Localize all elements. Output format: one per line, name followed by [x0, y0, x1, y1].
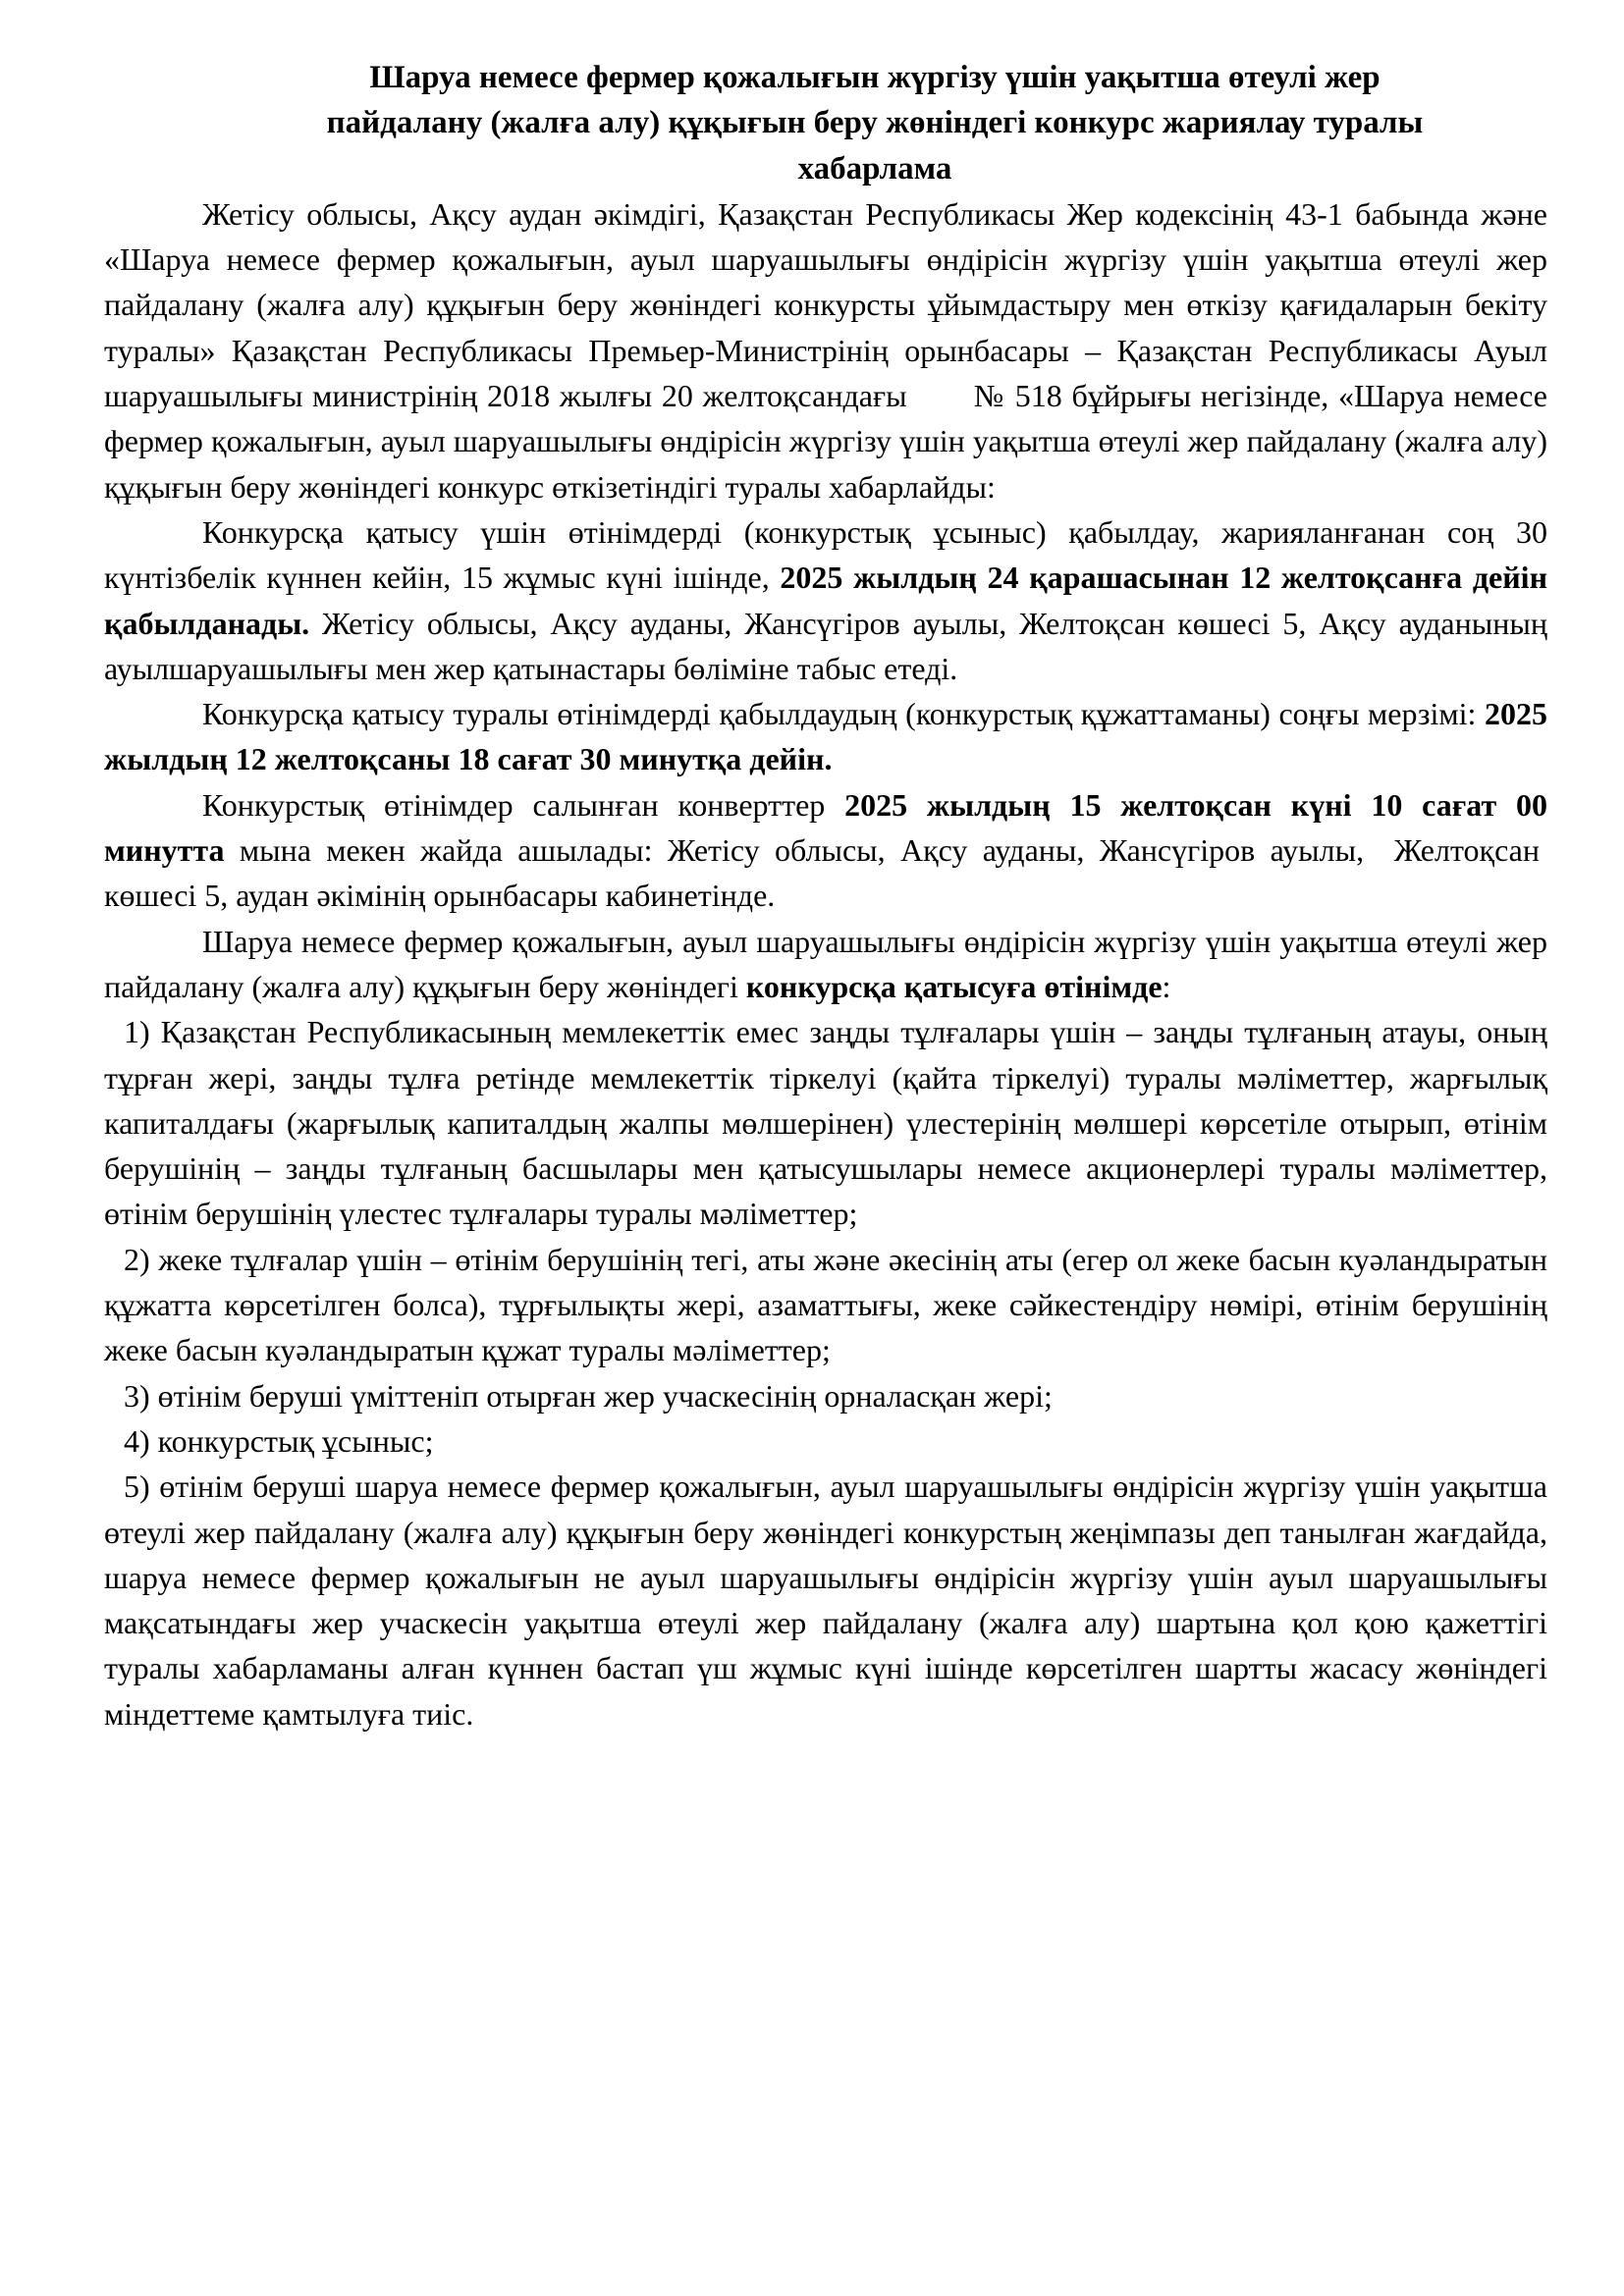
paragraph	[104, 191, 1547, 509]
text-run: 2025 жылдың 15 желтоқсан күні 10 сағат 00 минутта	[104, 786, 1548, 869]
text-run: 5) өтінім беруші шаруа немесе фермер қожалығын, ауыл шаруашылығы өндірісін жүргізу үшін уақытша өтеулі жер пайдалану (жалға алу) құқығын беру жөніндегі конкурстың жеңімпазы деп танылған жағдайда, шаруа немесе фермер қожалығын не ауыл шаруашылығы өндірісін жүргізу үшін ауыл шаруашылығы мақсатындағы жер учаскесін уақытша өтеулі жер пайдалану (жалға алу) шартына қол қою қажеттігі туралы хабарламаны алған күннен бастап үш жұмыс күні ішінде көрсетілген шартты жасасу жөніндегі міндеттеме қамтылуға тиіс.	[104, 1468, 1547, 1732]
text-run: конкурсқа қатысуға өтінімде	[745, 968, 1163, 1004]
text-run: Жетісу облысы, Ақсу ауданы, Жансүгіров ауылы, Желтоқсан көшесі 5, Ақсу ауданының ауылшаруашылығы мен жер қатынастары бөліміне табыс етеді.	[104, 605, 1547, 686]
text-run: 1) Қазақстан Республикасының мемлекеттік емес заңды тұлғалары үшін – заңды тұлғаның атауы, оның тұрған жері, заңды тұлға ретінде мемлекеттік тіркелуі (қайта тіркелуі) туралы мәліметтер, жарғылық капиталдағы (жарғылық капиталдың жалпы мөлшерінен) үлестерінің мөлшері көрсетіле отырып, өтінім берушінің – заңды тұлғаның басшылары мен қатысушылары немесе акционерлері туралы мәліметтер, өтінім берушінің үлестес тұлғалары туралы мәліметтер;	[104, 1014, 1547, 1232]
text-run: Конкурстық өтінімдер салынған конверттер	[202, 786, 845, 823]
paragraph	[104, 509, 1547, 691]
title-line-1: Шаруа немесе фермер қожалығын жүргізу үшін уақытша өтеулі жер	[369, 60, 1380, 95]
paragraph	[104, 1418, 1547, 1464]
paragraph	[104, 1009, 1547, 1236]
text-run: мына мекен жайда ашылады: Жетісу облысы, Ақсу ауданы, Жансүгіров ауылы, Желтоқсан көшесі 5, аудан әкімінің орынбасары кабинетінде.	[104, 832, 1547, 914]
text-run: 2025 жылдың 12 желтоқсаны 18 сағат 30 минутқа дейін.	[104, 696, 1547, 777]
text-run: 3) өтінім беруші үміттеніп отырған жер учаскесінің орналасқан жері;	[124, 1377, 1053, 1414]
text-run: Конкурсқа қатысу туралы өтінімдерді қабылдаудың (конкурстық құжаттаманы) соңғы мерзімі:	[202, 696, 1485, 732]
paragraph	[104, 1464, 1547, 1736]
text-run: Конкурсқа қатысу үшін өтінімдерді (конкурстық ұсыныс) қабылдау, жарияланғанан соң 30 күнтізбелік күннен кейін, 15 жұмыс күні ішінде,	[104, 513, 1547, 596]
paragraph	[104, 1373, 1547, 1418]
paragraph	[104, 919, 1547, 1010]
document-title	[202, 55, 1547, 191]
document-body	[104, 191, 1547, 1736]
text-run: 2025 жылдың 24 қарашасынан 12 желтоқсанға дейін қабылданады.	[104, 560, 1548, 641]
text-run: Шаруа немесе фермер қожалығын, ауыл шаруашылығы өндірісін жүргізу үшін уақытша өтеулі жер пайдалану (жалға алу) құқығын беру жөніндегі	[104, 923, 1547, 1004]
text-run: :	[1162, 968, 1171, 1004]
text-run: Жетісу облысы, Ақсу аудан әкімдігі, Қазақстан Республикасы Жер кодексінің 43-1 бабында және «Шаруа немесе фермер қожалығын, ауыл шаруашылығы өндірісін жүргізу үшін уақытша өтеулі жер пайдалану (жалға алу) құқығын беру жөніндегі конкурсты ұйымдастыру мен өткізу қағидаларын бекіту туралы» Қазақстан Республикасы Премьер-Министрінің орынбасары – Қазақстан Республикасы Ауыл шаруашылығы министрінің 2018 жылғы 20 желтоқсандағы № 518 бұйрығы негізінде, «Шаруа немесе фермер қожалығын, ауыл шаруашылығы өндірісін жүргізу үшін уақытша өтеулі жер пайдалану (жалға алу) құқығын беру жөніндегі конкурс өткізетіндігі туралы хабарлайды:	[104, 195, 1547, 505]
paragraph	[104, 1237, 1547, 1373]
text-run: 2) жеке тұлғалар үшін – өтінім берушінің тегі, аты және әкесінің аты (егер ол жеке басын куәландыратын құжатта көрсетілген болса), тұрғылықты жері, азаматтығы, жеке сәйкестендіру нөмірі, өтінім берушінің жеке басын куәландыратын құжат туралы мәліметтер;	[104, 1241, 1547, 1368]
paragraph	[104, 782, 1547, 919]
text-run: 4) конкурстық ұсыныс;	[124, 1422, 434, 1459]
title-line-3: хабарлама	[797, 150, 952, 187]
title-line-2: пайдалану (жалға алу) құқығын беру жөніндегі конкурс жариялау туралы	[326, 105, 1424, 141]
paragraph	[104, 691, 1547, 782]
